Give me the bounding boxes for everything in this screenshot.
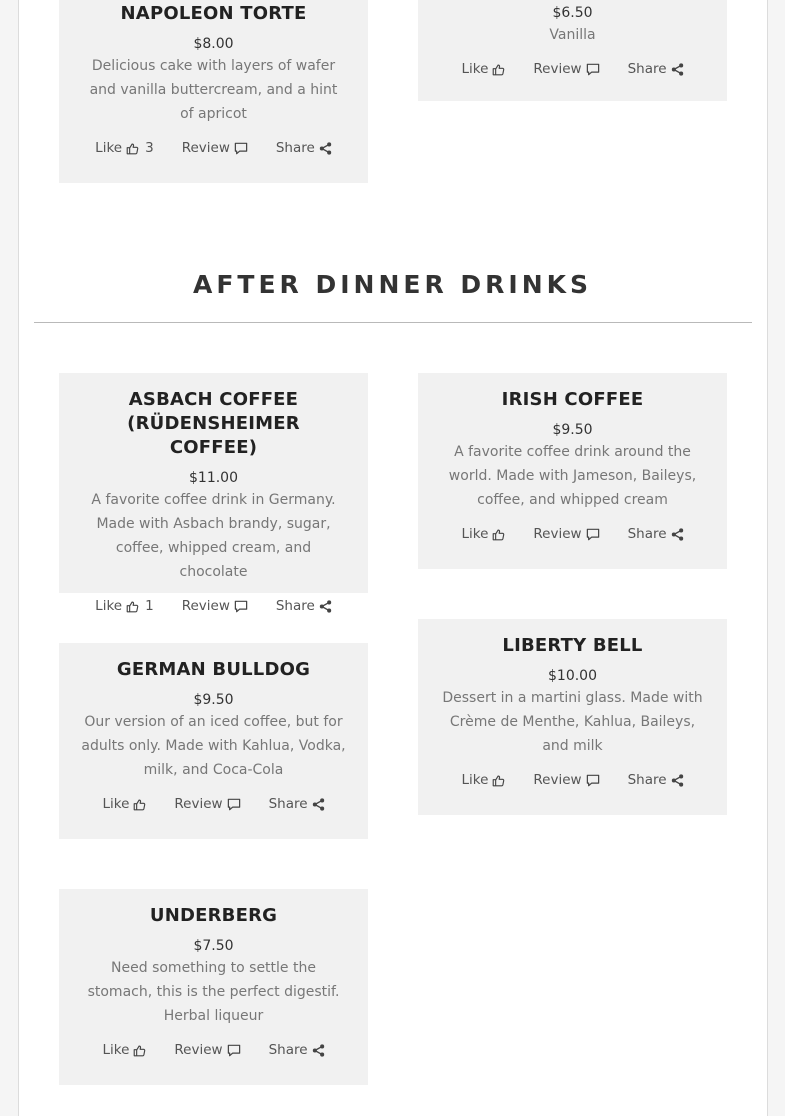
review-button[interactable]: [533, 59, 599, 79]
menu-item-card: [418, 619, 727, 815]
share-button[interactable]: [269, 1040, 325, 1060]
like-label: Like: [102, 1042, 130, 1058]
menu-item-price: $6.50: [552, 5, 593, 21]
review-button[interactable]: [182, 138, 248, 158]
menu-item-actions: [81, 794, 346, 814]
share-label: Share: [627, 526, 667, 542]
share-button[interactable]: [628, 59, 684, 79]
review-label: Review: [533, 526, 582, 542]
thumbs-up-icon: [133, 1044, 146, 1057]
review-button[interactable]: [182, 596, 248, 616]
thumbs-up-icon: [126, 142, 139, 155]
share-button[interactable]: [628, 770, 684, 790]
menu-item-card: [59, 0, 368, 183]
share-icon: [671, 774, 684, 787]
comment-icon: [234, 600, 248, 613]
like-label: Like: [461, 772, 489, 788]
like-label: Like: [102, 796, 130, 812]
comment-icon: [234, 142, 248, 155]
review-button[interactable]: [174, 794, 240, 814]
thumbs-up-icon: [492, 774, 505, 787]
like-button[interactable]: [461, 524, 505, 544]
share-label: Share: [627, 61, 667, 77]
menu-item-actions: [440, 524, 705, 544]
like-count: 3: [145, 140, 154, 156]
menu-item-description: Delicious cake with layers of wafer and vanilla buttercream, and a hint of apricot: [89, 58, 338, 122]
like-label: Like: [95, 140, 123, 156]
menu-item-name: ASBACH COFFEE (RÜDENSHEIMER COFFEE): [127, 389, 300, 458]
share-icon: [671, 63, 684, 76]
review-button[interactable]: [533, 770, 599, 790]
menu-item-card: [418, 0, 727, 101]
comment-icon: [586, 528, 600, 541]
menu-item-description: Need something to settle the stomach, this is the perfect digestif. Herbal liqueur: [87, 960, 340, 1024]
menu-item-actions: [81, 596, 346, 616]
share-icon: [319, 142, 332, 155]
section-divider: [34, 322, 752, 323]
review-label: Review: [174, 796, 223, 812]
review-label: Review: [181, 598, 230, 614]
section-title: AFTER DINNER DRINKS: [192, 270, 593, 299]
share-button[interactable]: [628, 524, 684, 544]
thumbs-up-icon: [126, 600, 139, 613]
menu-item-name: LIBERTY BELL: [502, 635, 643, 656]
menu-item-description: Vanilla: [549, 27, 596, 43]
menu-item-actions: [81, 1040, 346, 1060]
share-button[interactable]: [276, 138, 332, 158]
menu-item-name: UNDERBERG: [149, 905, 278, 926]
menu-item-price: $9.50: [193, 692, 234, 708]
menu-item-actions: [440, 770, 705, 790]
like-button[interactable]: [95, 596, 154, 616]
menu-item-actions: [440, 59, 705, 79]
menu-item-card: [59, 643, 368, 839]
share-icon: [319, 600, 332, 613]
share-button[interactable]: [276, 596, 332, 616]
share-icon: [312, 798, 325, 811]
thumbs-up-icon: [133, 798, 146, 811]
review-button[interactable]: [174, 1040, 240, 1060]
menu-item-description: A favorite coffee drink around the world. Made with Jameson, Baileys, coffee, and whipped cream: [448, 444, 697, 508]
comment-icon: [586, 774, 600, 787]
menu-item-price: $11.00: [189, 470, 238, 486]
share-label: Share: [268, 1042, 308, 1058]
menu-item-price: $10.00: [548, 668, 597, 684]
like-button[interactable]: [102, 794, 146, 814]
menu-item-description: A favorite coffee drink in Germany. Made with Asbach brandy, sugar, coffee, whipped cream, and chocolate: [91, 492, 336, 580]
share-label: Share: [627, 772, 667, 788]
share-label: Share: [275, 598, 315, 614]
menu-item-name: IRISH COFFEE: [501, 389, 644, 410]
like-label: Like: [461, 526, 489, 542]
share-label: Share: [275, 140, 315, 156]
share-icon: [671, 528, 684, 541]
share-label: Share: [268, 796, 308, 812]
like-label: Like: [461, 61, 489, 77]
menu-item-actions: [81, 138, 346, 158]
menu-item-description: Dessert in a martini glass. Made with Crème de Menthe, Kahlua, Baileys, and milk: [442, 690, 703, 754]
like-button[interactable]: [461, 770, 505, 790]
review-label: Review: [533, 61, 582, 77]
like-count: 1: [145, 598, 154, 614]
review-label: Review: [181, 140, 230, 156]
like-button[interactable]: [95, 138, 154, 158]
menu-item-description: Our version of an iced coffee, but for adults only. Made with Kahlua, Vodka, milk, and Coca-Cola: [81, 714, 346, 778]
share-button[interactable]: [269, 794, 325, 814]
menu-item-card: [59, 373, 368, 614]
share-icon: [312, 1044, 325, 1057]
review-label: Review: [533, 772, 582, 788]
thumbs-up-icon: [492, 528, 505, 541]
thumbs-up-icon: [492, 63, 505, 76]
comment-icon: [586, 63, 600, 76]
like-button[interactable]: [461, 59, 505, 79]
menu-item-name: NAPOLEON TORTE: [120, 3, 307, 24]
menu-item-price: $7.50: [193, 938, 234, 954]
comment-icon: [227, 1044, 241, 1057]
like-label: Like: [95, 598, 123, 614]
menu-item-name: GERMAN BULLDOG: [116, 659, 311, 680]
review-label: Review: [174, 1042, 223, 1058]
menu-item-card: [59, 889, 368, 1085]
menu-item-price: $8.00: [193, 36, 234, 52]
menu-item-card: [418, 373, 727, 569]
like-button[interactable]: [102, 1040, 146, 1060]
menu-item-price: $9.50: [552, 422, 593, 438]
review-button[interactable]: [533, 524, 599, 544]
comment-icon: [227, 798, 241, 811]
